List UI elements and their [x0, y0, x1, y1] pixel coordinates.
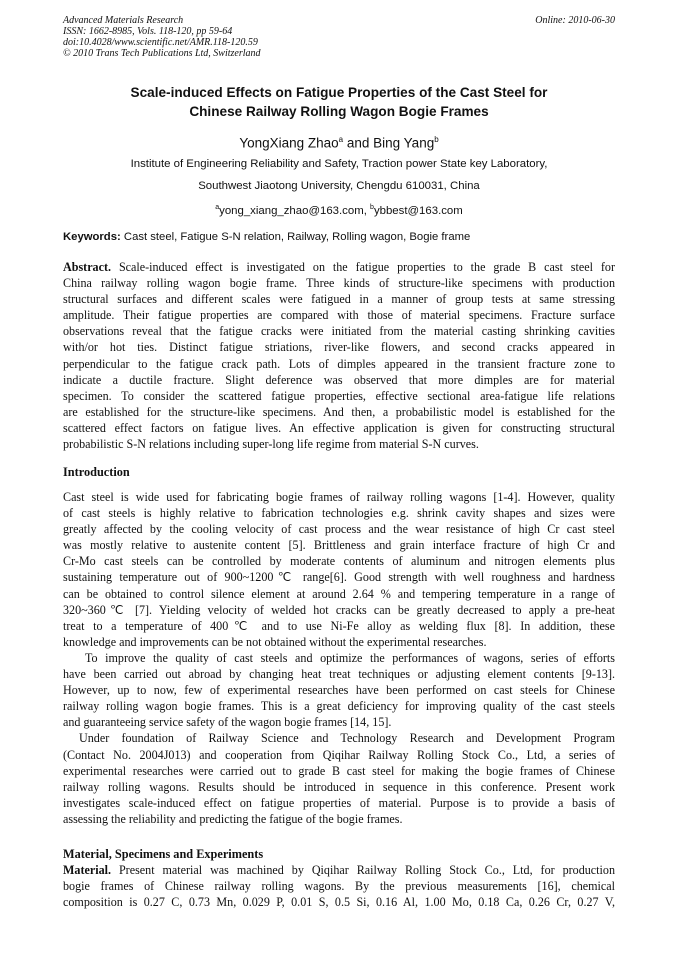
intro-line: treat to a temperature of 400℃ and to use Ni-Fe alloy as welding flux [8]. In addition, these — [63, 618, 615, 633]
intro-line: greatly affected by the cooling velocity of cast process and the wear resistance of high Cr cast steel — [63, 522, 615, 537]
issn-line: ISSN: 1662-8985, Vols. 118-120, pp 59-64 — [63, 26, 233, 37]
intro-line: was mostly relative to austenite content [5]. Brittleness and grain interface fracture of high Cr and — [63, 538, 615, 553]
intro-line: and guaranteeing service safety of the wagon bogie frames [14, 15]. — [63, 715, 392, 730]
keywords-label: Keywords: — [63, 231, 121, 243]
email-b: ybbest@163.com — [373, 204, 463, 217]
abstract — [63, 259, 615, 452]
intro-line: Cr-Mo cast steels can be controlled by moderate contents of aluminum and nitrogen elements plus — [63, 554, 615, 569]
intro-line: assessing the reliability and predicting the fatigue of the bogie frames. — [63, 811, 403, 826]
doi-line: doi:10.4028/www.scientific.net/AMR.118-120.59 — [63, 37, 258, 48]
author-1-sup: a — [338, 135, 344, 144]
journal-header — [63, 15, 615, 59]
affiliation-line-2: Southwest Jiaotong University, Chengdu 610031, China — [198, 180, 480, 192]
author-2: Bing Yang — [373, 135, 435, 151]
intro-line: However, up to now, few of experimental researches have been performed on cast steels for Chinese — [63, 683, 615, 698]
author-2-sup: b — [434, 135, 439, 144]
intro-line: of cast steels is highly relative to fabrication technologies e.g. shrink cavity shapes and sizes were — [63, 506, 615, 521]
intro-line: Under foundation of Railway Science and Technology Research and Development Program — [79, 731, 615, 746]
intro-line: (Contact No. 2004J013) and cooperation from Qiqihar Railway Rolling Stock Co., Ltd, a series of — [63, 747, 615, 762]
intro-line: have been carried out abroad by changing heat treat techniques or adjusting element contents [9-13]. — [63, 667, 615, 682]
email-line — [63, 200, 615, 219]
intro-line: experimental researches were carried out to grade B cast steel for making the bogie frames of Chinese — [63, 763, 615, 778]
email-a: yong_xiang_zhao@163.com, — [219, 204, 371, 217]
journal-name: Advanced Materials Research — [63, 15, 184, 26]
materials-heading: Material, Specimens and Experiments — [63, 847, 264, 861]
abstract-line: probabilistic S-N relations including super-long life regime from material S-N curves. — [63, 437, 479, 452]
abstract-line: scattered effect factors on fatigue lives. An effective application is given for constructing structural — [63, 420, 615, 435]
abstract-first: Scale-induced effect is investigated on the fatigue properties to the grade B cast steel for — [111, 260, 615, 274]
intro-line: Cast steel is wide used for fabricating bogie frames of railway rolling wagons [1-4]. However, quality — [63, 490, 615, 504]
materials-line: composition is 0.27 C, 0.73 Mn, 0.029 P, 0.01 S, 0.5 Si, 0.16 Al, 1.00 Mo, 0.18 Ca, 0.26 Cr, 0.27 V, — [63, 895, 615, 910]
title-line-1: Scale-induced Effects on Fatigue Properties of the Cast Steel for — [130, 85, 548, 100]
author-1: YongXiang Zhao — [239, 135, 339, 151]
author-line — [63, 131, 615, 153]
abstract-line: with/or hot ties. Distinct fatigue striations, river-like flowers, and second cracks appeared in — [63, 340, 615, 355]
abstract-line: China railway rolling wagon bogie frame. Three kinds of structure-like specimens with production — [63, 276, 615, 291]
keywords — [63, 229, 615, 245]
intro-line: can be obtained to control silence element at around 2.64 % and tempering temperature in a range of — [63, 586, 615, 601]
intro-line: railway rolling wagon bogie frames. This is a great deficiency for improving quality of the cast steels — [63, 699, 615, 714]
materials-line — [63, 862, 615, 878]
abstract-line: structural surfaces and different scales were fatigued in a manner of group tests at same stressing — [63, 292, 615, 307]
author-and: and — [343, 135, 374, 151]
intro-line: 320~360℃ [7]. Yielding velocity of welded hot cracks can be greatly decreased to apply a pre-heat — [63, 602, 615, 617]
intro-line: railway rolling wagons. Results should be introduced in sequence in this conference. Present work — [63, 779, 615, 794]
abstract-line: indicate a ductile fracture. Slight deference was observed that more dimples are for material — [63, 372, 615, 387]
materials-label: Material. — [63, 863, 112, 877]
abstract-line: perpendicular to the fatigue crack path. Lots of dimples appeared in the transient fracture zone to — [63, 356, 615, 371]
abstract-line: observations reveal that the fatigue cracks were initiated from the material casting shrinking cavities — [63, 324, 615, 339]
abstract-line: specimen. To consider the scattered fatigue properties, effective sectional area-fatigue life relations — [63, 388, 615, 403]
intro-line: knowledge and improvements can be not obtained without the experimental researches. — [63, 634, 487, 649]
introduction-heading: Introduction — [63, 465, 130, 479]
intro-line: To improve the quality of cast steels and optimize the performances of wagons, series of efforts — [85, 650, 615, 665]
abstract-line — [63, 259, 615, 275]
intro-line: investigates scale-induced effect on fatigue properties of material. Purpose is to provide a basis of — [63, 795, 615, 810]
email-sup-a: a — [215, 204, 220, 211]
intro-line: sustaining temperature out of 900~1200℃ range[6]. Good strength with well roughness and hardness — [63, 570, 615, 585]
keywords-text: Cast steel, Fatigue S-N relation, Railway, Rolling wagon, Bogie frame — [120, 231, 471, 243]
paper-title — [63, 83, 615, 121]
introduction-body — [63, 489, 615, 827]
abstract-line: amplitude. Their fatigue properties are compared with those of material specimens. Fracture surface — [63, 308, 615, 323]
materials-body — [63, 862, 615, 910]
copyright-line: © 2010 Trans Tech Publications Ltd, Switzerland — [63, 48, 261, 59]
title-line-2: Chinese Railway Rolling Wagon Bogie Frames — [189, 104, 489, 119]
online-date: Online: 2010-06-30 — [535, 15, 615, 26]
materials-line: bogie frames of Chinese railway rolling wagons. By the previous measurements [16], chemical — [63, 879, 615, 894]
affiliation-line-1: Institute of Engineering Reliability and Safety, Traction power State key Laboratory, — [130, 158, 548, 170]
abstract-label: Abstract. — [63, 260, 112, 274]
abstract-line: are established for the structure-like specimens. And then, a probabilistic model is established for the — [63, 404, 615, 419]
materials-first: Present material was machined by Qiqihar Railway Rolling Stock Co., Ltd, for production — [111, 863, 615, 877]
email-sup-b: b — [370, 204, 374, 211]
